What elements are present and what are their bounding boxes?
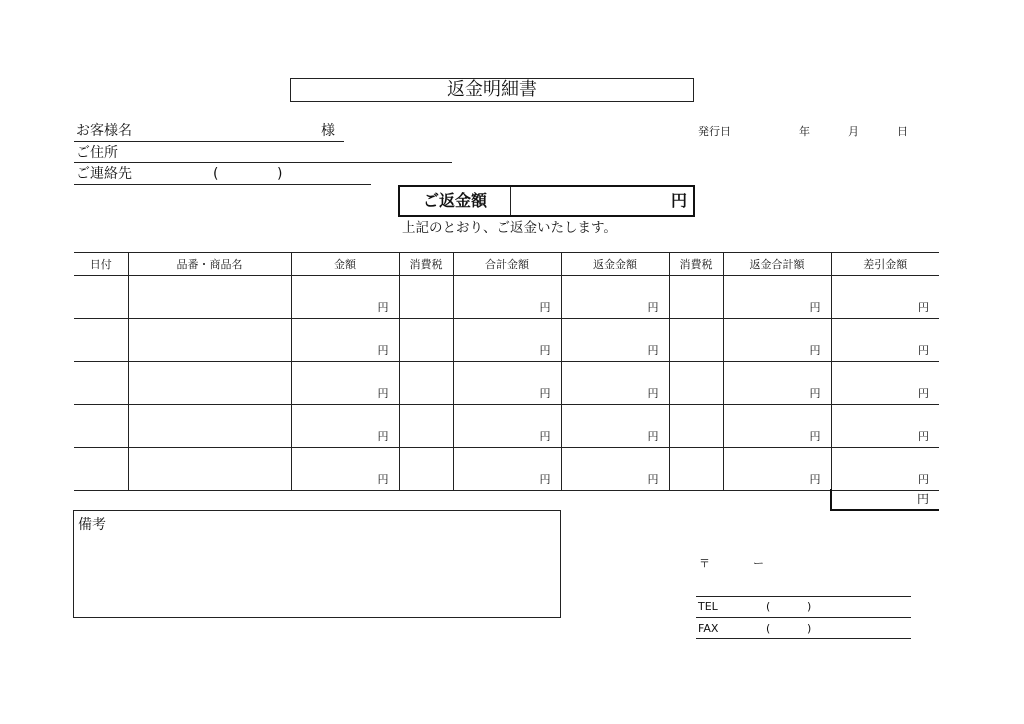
tel-top-line [696,596,911,597]
table-cell[interactable] [831,405,939,448]
contact-paren-open: ( [213,166,219,182]
table-cell[interactable] [453,448,561,491]
table-cell[interactable] [399,319,453,362]
table-cell[interactable] [74,276,128,319]
table-cell[interactable] [453,362,561,405]
yen-unit: 円 [809,301,821,314]
table-cell[interactable] [723,405,831,448]
yen-unit: 円 [647,344,659,357]
tel-paren-close: ) [807,600,812,613]
table-cell[interactable] [723,276,831,319]
yen-unit: 円 [377,301,389,314]
column-header: 消費税 [399,253,453,276]
column-header: 返金金額 [561,253,669,276]
document-title: 返金明細書 [290,78,694,102]
table-cell[interactable] [831,448,939,491]
column-header: 合計金額 [453,253,561,276]
column-header: 差引金額 [831,253,939,276]
yen-unit: 円 [647,387,659,400]
column-header: 消費税 [669,253,723,276]
table-cell[interactable] [561,319,669,362]
grand-total-unit: 円 [916,492,929,506]
table-cell[interactable] [74,405,128,448]
table-cell[interactable] [291,319,399,362]
table-cell[interactable] [561,448,669,491]
table-cell[interactable] [561,362,669,405]
table-cell[interactable] [669,319,723,362]
grand-total-cell[interactable] [830,489,939,511]
fax-bottom-line [696,638,911,639]
refund-amount-box [398,185,695,217]
table-cell[interactable] [453,319,561,362]
yen-unit: 円 [918,301,929,314]
yen-unit: 円 [918,473,929,486]
issue-date-year: 年 [799,125,810,138]
issue-date-day: 日 [897,125,908,138]
customer-honorific: 様 [321,123,335,139]
contact-paren-close: ) [277,166,283,182]
yen-unit: 円 [377,344,389,357]
yen-unit: 円 [918,344,929,357]
customer-name-label: お客様名 [76,123,132,139]
table-row [74,405,939,448]
refund-note: 上記のとおり、ご返金いたします。 [402,220,617,236]
postal-dash: ー [753,557,764,570]
table-cell[interactable] [831,276,939,319]
table-cell[interactable] [723,362,831,405]
tel-label: TEL [698,600,718,613]
table-cell[interactable] [291,362,399,405]
fax-label: FAX [698,622,719,635]
column-header: 金額 [291,253,399,276]
table-cell[interactable] [561,276,669,319]
table-cell[interactable] [128,362,291,405]
table-row [74,276,939,319]
yen-unit: 円 [809,430,821,443]
table-row [74,448,939,491]
yen-unit: 円 [647,301,659,314]
yen-unit: 円 [918,430,929,443]
yen-unit: 円 [647,473,659,486]
tel-paren-open: ( [766,600,771,613]
issue-date-label: 発行日 [698,125,731,138]
yen-unit: 円 [809,344,821,357]
refund-amount-label: ご返金額 [400,187,511,215]
yen-unit: 円 [809,473,821,486]
table-cell[interactable] [453,405,561,448]
table-cell[interactable] [669,362,723,405]
address-line[interactable] [74,162,452,163]
table-header-row [74,253,939,276]
yen-unit: 円 [377,430,389,443]
table-cell[interactable] [831,319,939,362]
table-cell[interactable] [128,319,291,362]
table-cell[interactable] [291,405,399,448]
column-header: 品番・商品名 [128,253,291,276]
table-cell[interactable] [74,362,128,405]
fax-paren-open: ( [766,622,771,635]
fax-paren-close: ) [807,622,812,635]
table-cell[interactable] [669,405,723,448]
table-cell[interactable] [561,405,669,448]
table-cell[interactable] [128,276,291,319]
table-cell[interactable] [669,448,723,491]
tel-bottom-line [696,617,911,618]
yen-unit: 円 [539,387,551,400]
column-header: 日付 [74,253,128,276]
refund-detail-table [74,252,939,491]
table-cell[interactable] [291,448,399,491]
table-cell[interactable] [74,319,128,362]
table-cell[interactable] [128,448,291,491]
yen-unit: 円 [809,387,821,400]
remarks-box[interactable] [73,510,561,618]
refund-amount-field[interactable] [511,187,693,215]
table-cell[interactable] [399,362,453,405]
yen-unit: 円 [539,301,551,314]
yen-unit: 円 [539,473,551,486]
table-cell[interactable] [723,319,831,362]
postal-mark-icon: 〒 [699,557,710,570]
table-cell[interactable] [128,405,291,448]
issue-date-month: 月 [848,125,859,138]
table-cell[interactable] [831,362,939,405]
customer-name-line[interactable] [74,141,344,142]
address-label: ご住所 [76,145,118,161]
table-row [74,319,939,362]
remarks-label: 備考 [78,517,106,533]
column-header: 返金合計額 [723,253,831,276]
table-cell[interactable] [453,276,561,319]
table-cell[interactable] [669,276,723,319]
table-cell[interactable] [399,448,453,491]
yen-unit: 円 [539,430,551,443]
table-cell[interactable] [291,276,399,319]
table-cell[interactable] [74,448,128,491]
contact-label: ご連絡先 [76,166,132,182]
table-cell[interactable] [399,276,453,319]
contact-line[interactable] [74,184,371,185]
yen-unit: 円 [647,430,659,443]
refund-amount-unit: 円 [670,191,687,210]
yen-unit: 円 [377,473,389,486]
table-cell[interactable] [723,448,831,491]
table-cell[interactable] [399,405,453,448]
table-row [74,362,939,405]
yen-unit: 円 [377,387,389,400]
yen-unit: 円 [918,387,929,400]
yen-unit: 円 [539,344,551,357]
